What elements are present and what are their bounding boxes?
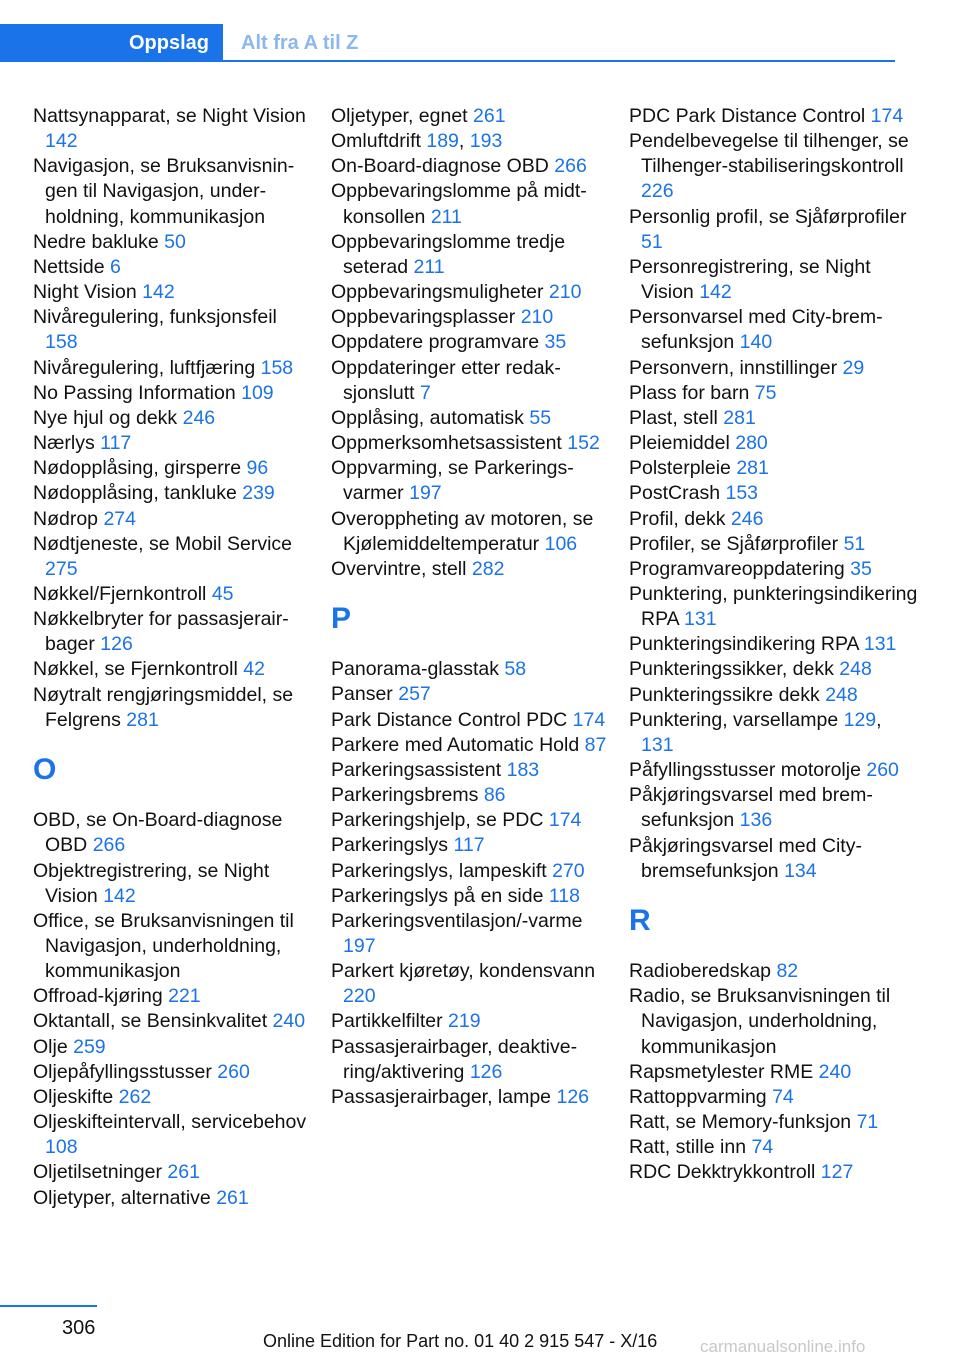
page-reference-link[interactable]: 55 <box>529 406 552 429</box>
index-term: Pleiemiddel <box>629 432 730 455</box>
index-entry <box>33 808 313 858</box>
index-term: Oljetyper, alternative <box>33 1186 211 1209</box>
index-term: Påfyllingsstusser motorolje <box>629 759 861 782</box>
index-entry <box>33 1160 313 1185</box>
footer-rule <box>0 1305 97 1307</box>
index-term: Nødopplåsing, girsperre <box>33 457 242 480</box>
index-entry <box>331 179 611 229</box>
index-term: Personvarsel med City-bremsefunksjon <box>629 306 883 354</box>
index-term: Personvern, innstillinger <box>629 356 838 379</box>
index-entry <box>629 381 919 406</box>
page-reference-link[interactable]: 51 <box>641 230 663 253</box>
page-reference-link[interactable]: 174 <box>572 708 606 731</box>
page-reference-link[interactable]: 197 <box>409 482 442 505</box>
page-reference-link[interactable]: 58 <box>504 658 527 681</box>
index-entry <box>629 406 919 431</box>
page-reference-link[interactable]: 275 <box>45 557 78 580</box>
index-entry <box>33 1035 313 1060</box>
index-term: Rattoppvarming <box>629 1085 767 1108</box>
index-term: Oljepåfyllingsstusser <box>33 1060 212 1083</box>
index-term: Ratt, se Memory-funksjon <box>629 1111 852 1134</box>
index-entry <box>331 230 611 280</box>
page-reference-link[interactable]: 183 <box>506 758 540 781</box>
index-entry <box>33 356 313 381</box>
page-reference-link[interactable]: 261 <box>167 1161 200 1184</box>
page-reference-link[interactable]: 117 <box>100 432 132 455</box>
header-tab-bar <box>0 24 895 62</box>
index-entry <box>331 431 611 456</box>
index-entry <box>33 481 313 506</box>
index-entry <box>629 1110 919 1135</box>
page-reference-link[interactable]: 109 <box>241 381 274 404</box>
page-reference-link[interactable]: 82 <box>776 960 799 983</box>
index-term: PostCrash <box>629 482 721 505</box>
index-term: Panser <box>331 683 393 706</box>
index-entry <box>33 255 313 280</box>
index-entry <box>331 783 611 808</box>
index-term: Nøkkel, se Fjernkontroll <box>33 658 238 681</box>
index-entry <box>331 758 611 783</box>
index-entry <box>331 280 611 305</box>
page-reference-link[interactable]: 260 <box>217 1060 250 1083</box>
index-term: Park Distance Control PDC <box>331 708 568 731</box>
index-entry <box>629 532 919 557</box>
page-reference-link[interactable]: 281 <box>736 457 769 480</box>
index-term: Personlig profil, se Sjåførprofiler <box>629 205 907 228</box>
index-entry <box>331 330 611 355</box>
tab-oppslag[interactable]: Oppslag <box>0 24 223 62</box>
index-term: Overoppheting av motoren, se Kjølemiddeltemperatur <box>331 507 594 555</box>
index-entry <box>629 1060 919 1085</box>
index-column-1 <box>33 104 313 1211</box>
page-reference-link[interactable]: 96 <box>246 457 269 480</box>
page-reference-link[interactable]: 136 <box>739 809 773 832</box>
page-reference-link[interactable]: 131 <box>684 608 717 631</box>
index-term: Overvintre, stell <box>331 557 467 580</box>
index-entry <box>331 833 611 858</box>
page-reference-link[interactable]: 248 <box>839 658 872 681</box>
index-entry <box>331 959 611 1009</box>
index-term: Nødtjeneste, se Mobil Service <box>33 532 293 555</box>
index-entry <box>331 657 611 682</box>
index-entry <box>629 657 919 682</box>
index-term: Nattsynapparat, se Night Vision <box>33 105 306 127</box>
page-reference-link[interactable]: 142 <box>45 130 78 153</box>
index-entry <box>331 356 611 406</box>
index-entry <box>629 683 919 708</box>
index-term: Nøkkelbryter for passasjerairbager <box>33 608 289 656</box>
page-reference-link[interactable]: 131 <box>641 733 674 756</box>
index-term: Omluftdrift <box>331 130 421 153</box>
page-reference-link[interactable]: 134 <box>784 859 817 882</box>
index-term: Nødrop <box>33 507 99 530</box>
page-reference-link[interactable]: 142 <box>103 884 136 907</box>
index-entry <box>629 984 919 1059</box>
index-entry <box>331 104 611 129</box>
page-reference-link[interactable]: 266 <box>554 155 587 178</box>
index-entry <box>33 154 313 229</box>
page-reference-link[interactable]: 131 <box>863 633 897 656</box>
index-term: Oljetyper, egnet <box>331 105 468 127</box>
page-reference-link[interactable]: 7 <box>419 381 431 404</box>
index-entry <box>629 1085 919 1110</box>
index-term: Oppmerksomhetsassistent <box>331 432 562 455</box>
index-entry <box>33 1110 313 1160</box>
index-letter-heading: P <box>331 601 352 635</box>
index-entry <box>33 1186 313 1211</box>
page-reference-link[interactable]: 142 <box>142 281 175 304</box>
index-letter-heading: O <box>33 752 57 786</box>
page-reference-link[interactable]: 127 <box>820 1161 854 1184</box>
page-reference-link[interactable]: 51 <box>843 532 866 555</box>
index-entry <box>331 859 611 884</box>
page-reference-link[interactable]: 220 <box>343 985 376 1008</box>
index-column-3 <box>629 104 919 1186</box>
tab-alt-fra-a-til-z[interactable]: Alt fra A til Z <box>241 32 359 54</box>
index-term: PDC Park Distance Control <box>629 105 866 127</box>
index-term: Panorama-glasstak <box>331 658 499 681</box>
page-reference-link[interactable]: 50 <box>164 230 186 253</box>
index-entry <box>33 984 313 1009</box>
page-reference-link[interactable]: 129 <box>843 708 877 731</box>
index-term: Påkjøringsvarsel med bremsefunksjon <box>629 784 873 832</box>
index-term: Night Vision <box>33 281 137 304</box>
index-entry <box>629 1135 919 1160</box>
index-entry <box>331 808 611 833</box>
index-entry <box>33 305 313 355</box>
index-term: No Passing Information <box>33 381 236 404</box>
index-entry <box>629 507 919 532</box>
index-term: On-Board-diagnose OBD <box>331 155 549 178</box>
index-entry <box>331 884 611 909</box>
index-term: Parkeringsbrems <box>331 784 479 807</box>
index-term: Ratt, stille inn <box>629 1136 747 1159</box>
index-term: Parkere med Automatic Hold <box>331 733 580 756</box>
page-reference-link[interactable]: 108 <box>45 1136 78 1159</box>
page-reference-link[interactable]: 126 <box>100 633 133 656</box>
index-term: Passasjerairbager, deaktivering/aktivering <box>331 1035 578 1083</box>
page-reference-link[interactable]: 152 <box>567 432 600 455</box>
page-reference-link[interactable]: 259 <box>73 1035 106 1058</box>
index-term: Nærlys <box>33 432 95 455</box>
page-reference-link[interactable]: 197 <box>343 934 376 957</box>
index-term: Rapsmetylester RME <box>629 1060 814 1083</box>
index-term: Nye hjul og dekk <box>33 406 178 429</box>
page-reference-link[interactable]: 240 <box>272 1010 306 1033</box>
page-reference-link[interactable]: 29 <box>842 356 865 379</box>
page-reference-link[interactable]: 35 <box>850 557 872 580</box>
index-term: Punkteringsindikering RPA <box>629 633 859 656</box>
index-term: Radioberedskap <box>629 960 772 983</box>
page-reference-link[interactable]: 257 <box>398 683 431 706</box>
page-reference-link[interactable]: 211 <box>413 255 445 278</box>
index-entry <box>33 1085 313 1110</box>
page-reference-link[interactable]: 210 <box>548 281 582 304</box>
index-entry <box>33 1009 313 1034</box>
page-reference-link[interactable]: 140 <box>739 331 773 354</box>
page-reference-link[interactable]: 261 <box>216 1186 249 1209</box>
index-entry <box>33 104 313 154</box>
index-entry <box>331 557 611 582</box>
page-reference-link[interactable]: 117 <box>453 834 485 857</box>
watermark: carmanualsonline.info <box>700 1337 866 1356</box>
header-underline <box>0 60 895 62</box>
page-reference-link[interactable]: 210 <box>520 306 554 329</box>
index-entry <box>331 507 611 557</box>
index-term: Punktering, punkteringsindikering RPA <box>629 582 918 631</box>
page-reference-link[interactable]: 282 <box>471 557 505 580</box>
index-entry <box>33 456 313 481</box>
index-term: Parkeringslys, lampeskift <box>331 859 547 882</box>
page-reference-link[interactable]: 270 <box>552 859 585 882</box>
index-entry <box>629 431 919 456</box>
page-reference-link[interactable]: 246 <box>182 406 216 429</box>
index-entry: Punktering, varsellampe 129, 131 <box>629 708 882 756</box>
index-entry <box>33 657 313 682</box>
index-entry <box>629 356 919 381</box>
page-reference-link[interactable]: 71 <box>856 1111 879 1134</box>
page-reference-link[interactable]: 75 <box>754 381 777 404</box>
index-entry <box>33 280 313 305</box>
index-term: Oppbevaringsmuligheter <box>331 281 544 304</box>
page-reference-link[interactable]: 74 <box>751 1136 774 1159</box>
index-entry <box>331 909 611 959</box>
index-entry <box>33 230 313 255</box>
page-reference-link[interactable]: 281 <box>126 708 159 731</box>
index-entry <box>331 1085 611 1110</box>
index-term: Pendelbevegelse til tilhenger, se Tilhenger-stabiliseringskontroll <box>629 130 909 178</box>
index-entry <box>629 783 919 833</box>
index-term: Polsterpleie <box>629 457 731 480</box>
index-term: Nedre bakluke <box>33 230 159 253</box>
index-entry <box>331 305 611 330</box>
index-entry <box>331 1009 611 1034</box>
page-number: 306 <box>62 1317 96 1339</box>
index-entry <box>629 557 919 582</box>
index-entry <box>33 507 313 532</box>
index-term: Nivåregulering, luftfjæring <box>33 356 256 379</box>
page-reference-link[interactable]: 142 <box>699 281 732 304</box>
index-entry <box>629 255 919 305</box>
index-term: Parkeringslys <box>331 834 449 857</box>
page-reference-link[interactable]: 274 <box>103 507 136 530</box>
index-term: Oppvarming, se Parkeringsvarmer <box>331 457 574 505</box>
page-reference-link[interactable]: 261 <box>473 105 506 127</box>
index-entry <box>331 682 611 707</box>
index-term: Programvareoppdatering <box>629 557 845 580</box>
page-reference-link[interactable]: 280 <box>735 432 768 455</box>
index-term: Parkeringshjelp, se PDC <box>331 809 544 832</box>
page-reference-link[interactable]: 126 <box>556 1085 590 1108</box>
page-reference-link[interactable]: 158 <box>45 331 78 354</box>
index-term: Parkeringsassistent <box>331 758 502 781</box>
index-entry <box>33 909 313 984</box>
index-term: Nøkkel/Fjernkontroll <box>33 582 207 605</box>
index-entry <box>33 859 313 909</box>
index-term: Nøytralt rengjøringsmiddel, se Felgrens <box>33 683 294 731</box>
index-term: Opplåsing, automatisk <box>331 406 524 429</box>
page-reference-link[interactable]: 126 <box>469 1060 503 1083</box>
page-reference-link[interactable]: 86 <box>483 784 506 807</box>
index-term: Offroad-kjøring <box>33 985 163 1008</box>
page-reference-link[interactable]: 74 <box>772 1085 794 1108</box>
index-entry <box>33 582 313 607</box>
index-term: Navigasjon, se Bruksanvisningen til Navigasjon, underholdning, kommunikasjon <box>33 155 295 228</box>
index-entry <box>629 959 919 984</box>
page-reference-link[interactable]: 260 <box>866 759 899 782</box>
page-reference-link[interactable]: 174 <box>870 105 904 127</box>
page-reference-link[interactable]: 35 <box>544 331 567 354</box>
index-term: Plast, stell <box>629 406 718 429</box>
page-reference-link[interactable]: 6 <box>109 255 121 278</box>
index-entry <box>629 834 919 884</box>
page-reference-link[interactable]: 262 <box>118 1085 152 1108</box>
index-term: Punktering, varsellampe <box>629 708 839 731</box>
index-term: OBD, se On-Board-diagnose OBD <box>33 809 283 857</box>
index-entry <box>33 607 313 657</box>
index-term: RDC Dekktrykkontroll <box>629 1161 816 1184</box>
page-reference-link[interactable]: 189 <box>426 130 459 153</box>
page-reference-link[interactable]: 87 <box>584 733 607 756</box>
page-reference-link[interactable]: 174 <box>548 809 582 832</box>
index-term: Partikkelfilter <box>331 1010 443 1033</box>
index-entry <box>33 532 313 582</box>
index-entry <box>33 381 313 406</box>
index-entry <box>331 733 611 758</box>
index-letter-heading: R <box>629 903 651 937</box>
index-entry <box>33 683 313 733</box>
index-term: Påkjøringsvarsel med City-bremsefunksjon <box>629 834 862 882</box>
index-term: Olje <box>33 1035 68 1058</box>
index-entry <box>629 104 919 129</box>
page-reference-link[interactable]: 281 <box>723 406 756 429</box>
page-reference-link[interactable]: 118 <box>548 884 580 907</box>
edition-note: Online Edition for Part no. 01 40 2 915 547 - X/16 <box>263 1331 658 1351</box>
index-column-2 <box>331 104 611 1110</box>
index-entry <box>629 632 919 657</box>
page-reference-link[interactable]: 226 <box>641 180 674 203</box>
index-term: Radio, se Bruksanvisningen til Navigasjon, underholdning, kommunikasjon <box>629 985 891 1058</box>
index-term: Oljetilsetninger <box>33 1161 162 1184</box>
page-reference-link[interactable]: 153 <box>725 482 759 505</box>
index-entry: Omluftdrift 189, 193 <box>331 130 503 153</box>
page-reference-link[interactable]: 42 <box>243 658 265 681</box>
index-term: Oppbevaringslomme tredje seterad <box>331 230 566 278</box>
index-entry <box>629 481 919 506</box>
page-reference-link[interactable]: 266 <box>92 834 126 857</box>
index-term: Parkert kjøretøy, kondensvann <box>331 960 596 983</box>
page-reference-link[interactable]: 219 <box>448 1010 481 1033</box>
index-entry <box>331 708 611 733</box>
index-entry <box>331 456 611 506</box>
index-term: Nødopplåsing, tankluke <box>33 482 237 505</box>
index-term: Objektregistrering, se Night Vision <box>33 859 270 907</box>
index-term: Oppbevaringsplasser <box>331 306 516 329</box>
index-entry <box>629 129 919 204</box>
index-entry <box>33 406 313 431</box>
index-entry <box>33 431 313 456</box>
index-term: Personregistrering, se Night Vision <box>629 255 871 304</box>
index-entry <box>33 1060 313 1085</box>
index-entry <box>629 305 919 355</box>
index-entry <box>629 456 919 481</box>
page-reference-link[interactable]: 211 <box>430 205 462 228</box>
page-reference-link[interactable]: 239 <box>242 482 275 505</box>
page-reference-link[interactable]: 193 <box>469 130 503 153</box>
index-term: Oppdatere programvare <box>331 331 540 354</box>
index-entry <box>331 154 611 179</box>
index-term: Passasjerairbager, lampe <box>331 1085 552 1108</box>
index-term: Profiler, se Sjåførprofiler <box>629 532 839 555</box>
index-term: Oppbevaringslomme på midtkonsollen <box>331 180 587 228</box>
index-term: Nettside <box>33 255 105 278</box>
index-term: Oktantall, se Bensinkvalitet <box>33 1010 268 1033</box>
index-entry <box>629 582 919 632</box>
page-reference-link[interactable]: 158 <box>260 356 294 379</box>
page-reference-link[interactable]: 221 <box>168 985 201 1008</box>
index-entry <box>629 205 919 255</box>
index-term: Nivåregulering, funksjonsfeil <box>33 306 277 329</box>
index-term: Parkeringslys på en side <box>331 884 544 907</box>
index-term: Oljeskifte <box>33 1085 114 1108</box>
page-reference-link[interactable]: 106 <box>544 532 578 555</box>
index-term: Profil, dekk <box>629 507 726 530</box>
index-entry <box>629 758 919 783</box>
index-entry <box>629 1160 919 1185</box>
index-term: Punkteringssikker, dekk <box>629 658 834 681</box>
index-term: Office, se Bruksanvisningen til Navigasjon, underholdning, kommunikasjon <box>33 909 294 983</box>
index-term: Oljeskifteintervall, servicebehov <box>33 1111 307 1134</box>
index-term: Oppdateringer etter redaksjonslutt <box>331 356 561 404</box>
index-term: Plass for barn <box>629 381 750 404</box>
index-entry <box>331 406 611 431</box>
page-reference-link[interactable]: 45 <box>211 582 234 605</box>
page-reference-link[interactable]: 248 <box>825 683 858 706</box>
page-reference-link[interactable]: 246 <box>730 507 764 530</box>
index-term: Parkeringsventilasjon/-varme <box>331 909 583 932</box>
index-term: Punkteringssikre dekk <box>629 683 820 706</box>
page-reference-link[interactable]: 240 <box>818 1060 852 1083</box>
index-entry <box>331 1035 611 1085</box>
